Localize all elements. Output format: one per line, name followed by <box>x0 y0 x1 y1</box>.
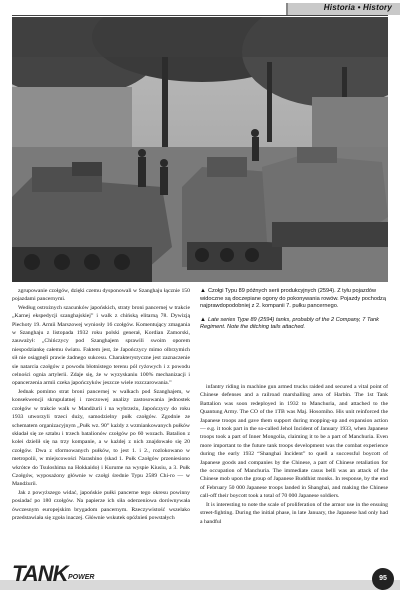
page-number: 95 <box>372 568 394 590</box>
paragraph: Według ostrożnych szacunków japońskich, straty broni pancernej w trakcie „Karnej ekspedycji szanghajskiej” i walk z chińską elitarną 78. Dywizją Piechoty 19. Armii Marszowej wyniosły 16 czołgów. Komentujący zmagania w Szanghaju z listopada 1932 roku polski generał, Kordian Zamorski, zauważył: „Chińczycy pod Szanghajem sprawili swoim oporem niespodziankę całemu światu. Faktem jest, że Japończycy mimo olbrzymich sił nie osiągnęli prawie żadnego sukcesu. Charakterystyczne jest zaznaczenie sie natarcia czołgów z powodu błotnistego terenu pól ryżowych i z powodu celności ognia artylerii. Zdaje się, że w wyzyskaniu 100% mechanizacji i opancerzenia armii czeka japończyków jeszcze wiele rozczarowania.” <box>12 304 190 387</box>
magazine-logo <box>12 561 122 589</box>
paragraph: zgrupowanie czołgów, dzięki czemu dysponowali w Szanghaju łącznie 150 pojazdami pancernymi. <box>12 288 190 303</box>
polish-text-column <box>12 287 190 559</box>
english-text-column <box>200 383 388 555</box>
photo-caption <box>200 288 390 338</box>
paragraph: Jak z powyższego widać, japońskie pułki pancerne tego okresu powinny posiadać po 180 czołgów. Na papierze ich siła oderzeniowa dorównywała ówczesnym europejskim brygadom pancernym. Rzeczywistość wszelako przedstawiała się zgoła inaczej. Głównie wskutek opóźnień powstałych <box>12 489 190 521</box>
caption-english-text: Late series Type 89 (2594) tanks, probably of the 2 Company, 7 Tank Regiment. Note the ditching tails attached. <box>200 316 379 331</box>
caption-english <box>200 317 390 332</box>
caption-triangle-icon: ▲ <box>200 288 206 294</box>
page-header <box>0 0 400 14</box>
logo-main: TANK <box>12 561 68 586</box>
section-label: Historia • History <box>323 3 392 12</box>
logo-sub: POWER <box>68 574 95 581</box>
header-rule <box>12 15 388 16</box>
caption-polish <box>200 288 390 311</box>
photo-illustration <box>12 17 388 282</box>
historical-photo-tanks <box>12 17 388 282</box>
caption-polish-text: Czołgi Typu 89 późnych serii produkcyjnych (2594). Z tyłu pojazdów widoczne są doczepiane ogony do pokonywania rowów. Pojazdy pochodzą najprawdopodobniej z 2. kompanii 7. pułku pancernego. <box>200 288 386 310</box>
caption-triangle-icon: ▲ <box>200 316 206 323</box>
paragraph: infantry riding in machine gun armed trucks raided and secured a vital point of Chinese defenses and a railroad marshalling area of Harbin. The 1st Tank Battalion was soon redeployed in 1932 to Manchuria, and attached to the Quantung Army. The CO of the 1TB was Maj. Hosomiho. His unit reinforced the Japanese troops and gave them support during mopping-up and expansion action — e.g. it took part in the so-called Jehol Incident of January 1933, when Japanese troops took a part of Inner Mongolia, claiming it to be a part of Manchuria. Even more important to the future tank troops development was the combat experience during the early 1932 “Shanghai Incident” to quell a successful boycott of Japanese goods and companies by the Chinese, a part of Chinese retaliation for the occupation of Manchuria. The immediate casus belli was an attack of the Chinese mob upon the group of Japanese Buddhist monks. In response, by the end of February 50 000 Japanese troops landed in Shanghai, and making the Chinese call-off their boycott took a total of 70 000 Japanese soldiers. <box>200 384 388 500</box>
paragraph: Jednak pomimo strat broni pancernej w walkach pod Szanghajem, w konsekwencji skrupulatnej i rzeczowej analizy zastosowania jednostek czołgów w trakcie walk w Mandżurii i na wybrzeżu, Japończycy do roku 1933 utworzyli trzeci duży, samodzielny pułk czołgów. Zgodnie ze schematem organizacyjnym „Pułk wz. 90” każdy z wzmiankowanych pułków składał się ze sztabu i trzech batalionów czołgów po 60 wozach. Batalion z kolei dzielił się na trzy kompanie, a w każdej z nich znajdowało się 20 czołgów. Dwa z sformowanych pułków, to jest 1. i 2., rozlokowano w metropolii, w miejscowości Narashino (skad 1. Pułk Czołgów przeniesiono wkrótce do Tsuloshima na Hokkaido) i Kurume na wyspie Kiusiu, a 3. Pułk Czołgów, wyposażony głównie w czołgi średnie Typu 2589 Chi-ro — w Mandżurii. <box>12 388 190 488</box>
paragraph: It is interesting to note the scale of proliferation of the armor use in the ensuing street-fighting. During the initial phase, in late January, the Japanese had only had a handful <box>200 501 388 525</box>
